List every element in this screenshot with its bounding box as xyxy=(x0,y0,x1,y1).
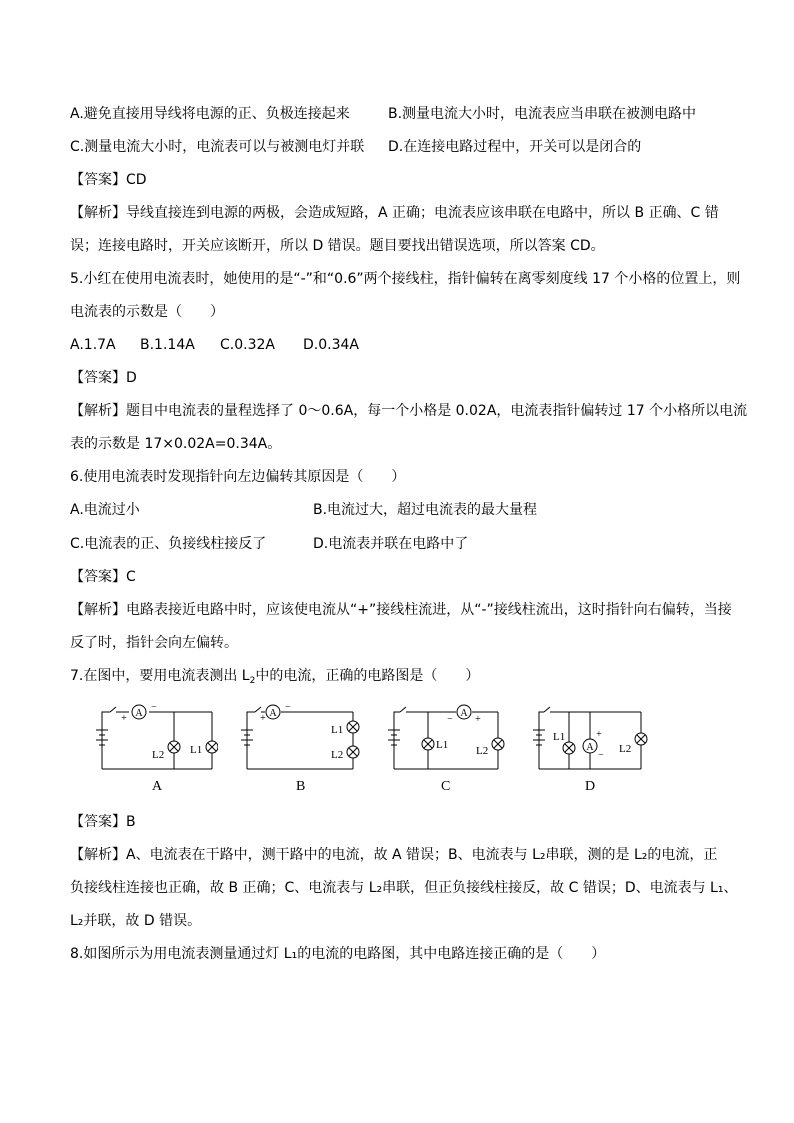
lamp-l2-label: L2 xyxy=(619,743,632,755)
lamp-l2-label: L2 xyxy=(152,749,165,761)
q4-option-d: D.在连接电路过程中，开关可以是闭合的 xyxy=(388,139,642,155)
lamp-l1-label: L1 xyxy=(436,739,449,751)
minus-terminal-label: − xyxy=(151,702,157,713)
minus-terminal-label: − xyxy=(447,714,453,725)
plus-terminal-label: + xyxy=(475,714,481,725)
q6-analysis-line2: 反了时，指针会向左偏转。 xyxy=(70,635,238,651)
q8-stem: 8.如图所示为用电流表测量通过灯 L₁的电流的电路图，其中电路连接正确的是（ ） xyxy=(70,946,606,962)
q6-option-b: B.电流过大，超过电流表的最大量程 xyxy=(313,502,538,518)
q7-answer: 【答案】B xyxy=(70,814,136,830)
ammeter-label: A xyxy=(269,708,277,719)
diagram-label-a: A xyxy=(152,779,163,794)
ammeter-label: A xyxy=(586,742,594,753)
lamp-l1-label: L1 xyxy=(553,731,566,743)
ammeter-label: A xyxy=(460,708,468,719)
ammeter-label: A xyxy=(135,708,143,719)
q4-option-a: A.避免直接用导线将电源的正、负极连接起来 xyxy=(70,106,350,122)
circuit-diagram-c xyxy=(388,702,510,772)
circuit-diagram-b xyxy=(241,702,363,772)
lamp-l1-label: L1 xyxy=(190,744,203,756)
plus-terminal-label: + xyxy=(260,713,266,724)
minus-terminal-label: − xyxy=(598,750,604,761)
q4-option-b: B.测量电流大小时，电流表应当串联在被测电路中 xyxy=(388,106,697,122)
q6-answer: 【答案】C xyxy=(70,569,136,585)
q4-option-c: C.测量电流大小时，电流表可以与被测电灯并联 xyxy=(70,139,365,155)
q6-stem: 6.使用电流表时发现指针向左边偏转其原因是（ ） xyxy=(70,469,406,485)
q7-analysis-line1: 【解析】A、电流表在干路中，测干路中的电流，故 A 错误；B、电流表与 L₂串联，测的是 L₂的电流，正 xyxy=(70,847,718,863)
plus-terminal-label: + xyxy=(121,713,127,724)
q5-option-a: A.1.7A xyxy=(70,337,116,353)
q5-option-c: C.0.32A xyxy=(220,337,275,353)
q6-analysis-line1: 【解析】电路表接近电路中时，应该使电流从“+”接线柱流进，从“-”接线柱流出，这时指针向右偏转，当接 xyxy=(70,602,732,618)
q5-stem-line1: 5.小红在使用电流表时，她使用的是“-”和“0.6”两个接线柱，指针偏转在离零刻度线 17 个小格的位置上，则 xyxy=(70,271,741,287)
circuit-diagram-d xyxy=(533,702,655,772)
q4-analysis-line1: 【解析】导线直接连到电源的两极，会造成短路，A 正确；电流表应该串联在电路中，所以 B 正确、C 错 xyxy=(70,205,719,221)
q5-analysis-line2: 表的示数是 17×0.02A=0.34A。 xyxy=(70,436,282,452)
lamp-l2-label: L2 xyxy=(331,749,344,761)
q4-answer: 【答案】CD xyxy=(70,172,147,188)
lamp-l1-label: L1 xyxy=(331,724,344,736)
q6-option-d: D.电流表并联在电路中了 xyxy=(313,536,469,552)
q5-stem-line2: 电流表的示数是（ ） xyxy=(70,304,224,320)
q5-option-d: D.0.34A xyxy=(303,337,359,353)
diagram-label-c: C xyxy=(441,779,451,794)
diagram-label-d: D xyxy=(585,779,596,794)
minus-terminal-label: − xyxy=(285,702,291,713)
plus-terminal-label: + xyxy=(596,729,602,740)
q5-answer: 【答案】D xyxy=(70,370,137,386)
q5-option-b: B.1.14A xyxy=(140,337,195,353)
q4-analysis-line2: 误；连接电路时，开关应该断开，所以 D 错误。题目要找出错误选项，所以答案 CD。 xyxy=(70,238,605,254)
circuit-diagram-a xyxy=(96,702,218,772)
q7-analysis-line3: L₂并联，故 D 错误。 xyxy=(70,913,202,929)
q5-analysis-line1: 【解析】题目中电流表的量程选择了 0～0.6A，每一个小格是 0.02A，电流表指针偏转过 17 个小格所以电流 xyxy=(70,403,748,419)
q7-analysis-line2: 负接线柱连接也正确，故 B 正确；C、电流表与 L₂串联，但正负接线柱接反，故 C 错误；D、电流表与 L₁、 xyxy=(70,880,738,896)
q6-option-a: A.电流过小 xyxy=(70,502,140,518)
q7-stem: 7.在图中，要用电流表测出 $L_2$中的电流，正确的电路图是（ ） xyxy=(70,668,480,686)
q6-option-c: C.电流表的正、负接线柱接反了 xyxy=(70,536,267,552)
diagram-label-b: B xyxy=(296,779,306,794)
lamp-l2-label: L2 xyxy=(476,745,489,757)
